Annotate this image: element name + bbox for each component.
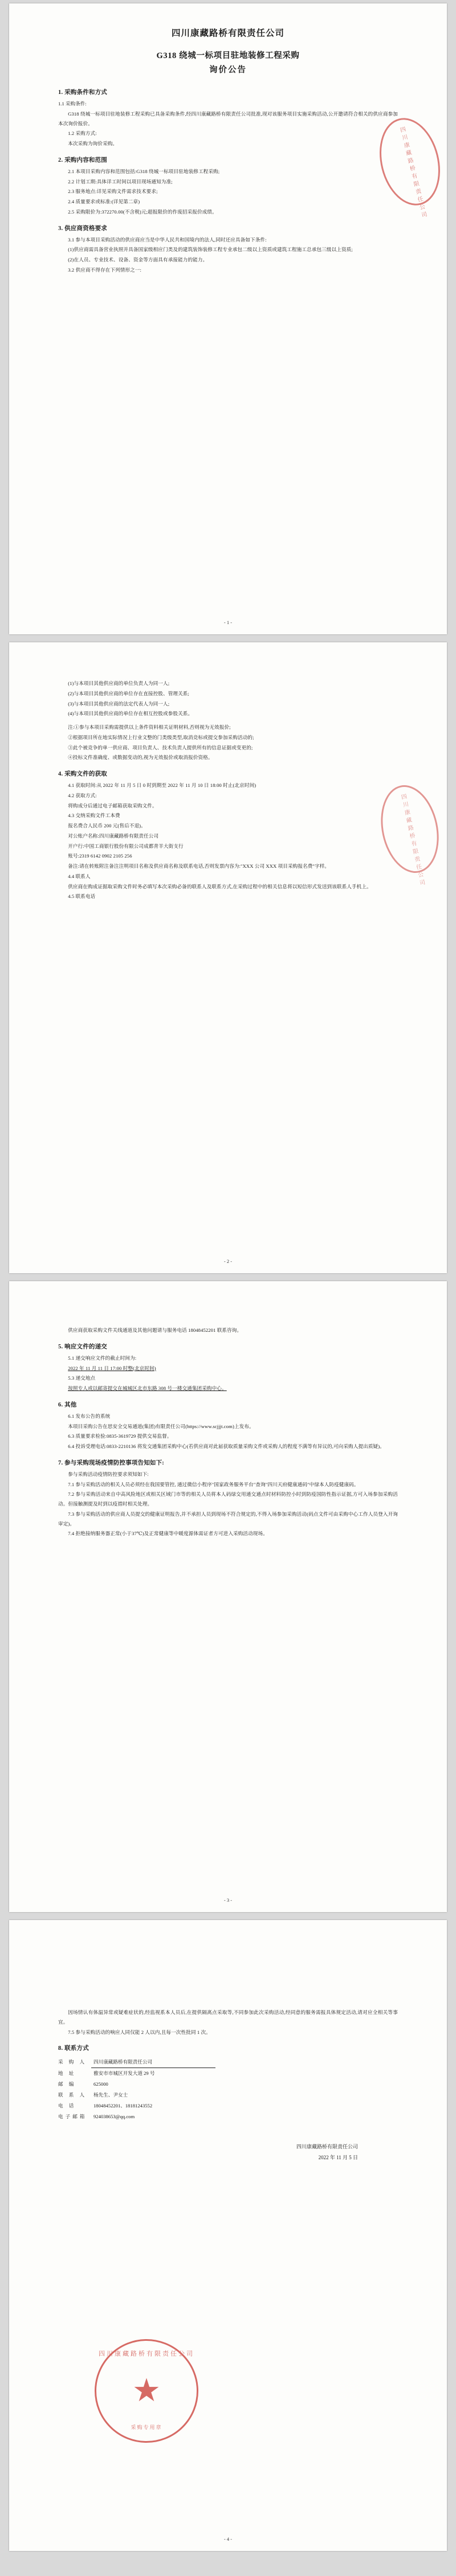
section-6-4: 6.4 投诉受理电话:0833-2210136 将发交通集团采购中心(若供应商对此届获取质量采购文件或采购人的程度不满等有异议的,可向采购人提出质疑)。 [68, 1443, 385, 1449]
contact-label: 地 址 [58, 2070, 76, 2077]
section-5-3-heading: 5.3 递交地点 [68, 1375, 96, 1381]
page4-body-2: 7.5 参与采购活动的响应人同仅能 2 人以内,且每一次性批同 1 次。 [68, 2029, 211, 2035]
section-6-1-body: 本项目采购公告在思安全交易通道(集团)有限责任公司(https://www.scjjjt.com)上发布。 [68, 1423, 254, 1429]
section-4-2-heading: 4.2 获取方式: [68, 792, 97, 798]
page-number: - 4 - [223, 2536, 233, 2542]
page2-note: ④投标文件准确度、或数据变动的,视为无效报价或取消报价资格。 [68, 754, 213, 761]
section-1-2-body: 本次采购为询价采购。 [68, 141, 118, 146]
section-4-3-account-number: 账号:2319 6142 0902 2105 256 [68, 853, 132, 859]
section-2-item: 2.5 采购限价为:372270.00(不含税)元;超报限价的作废招采报价成绩。 [68, 208, 217, 215]
page-number: - 3 - [223, 1897, 233, 1903]
section-3-1-item: (1)供应商需具备营业执照并具备国家级相应门类及的建筑装饰装修工程专业承包二级以上资质或建筑工程施工总承包三级以上资质; [68, 247, 353, 253]
section-4-1: 4.1 获取时间:从 2022 年 11 月 5 日 0 时到期至 2022 年 11 月 10 日 18:00 时止(北京时间) [68, 782, 256, 788]
section-1-2-heading: 1.2 采购方式: [68, 130, 97, 137]
page-number: - 2 - [223, 1258, 233, 1264]
page2-note: ③此个被竞争的单一供应商、项目负责人、技术负责人提供所有的信息证据或变更的; [68, 744, 253, 750]
document-page-1 [9, 3, 447, 634]
signer-date: 2022 年 11 月 5 日 [318, 2154, 358, 2160]
section-1-heading: 1. 采购条件和方式 [58, 89, 107, 96]
section-4-3-bank: 开户行:中国工商银行股份有限公司成都青羊大街支行 [68, 843, 184, 849]
section-7-1: 7.1 参与采购活动的相关人员必须经在我国要管控, 通过微信小程序"国家政务服务平台"查询"四川天府健康通码"中绿本人防疫健康码。 [68, 1481, 359, 1487]
signature-block [58, 2142, 398, 2163]
signer-company: 四川康藏路桥有限责任公司 [296, 2143, 358, 2150]
document-page-3 [9, 1281, 447, 1912]
project-title: G318 绕城一标项目驻地装修工程采购 [156, 51, 300, 60]
section-3-heading: 3. 供应商资格要求 [58, 225, 107, 232]
section-8-heading: 8. 联系方式 [58, 2045, 89, 2052]
section-4-5-heading: 4.5 联系电话 [68, 893, 96, 900]
section-4-heading: 4. 采购文件的获取 [58, 771, 107, 777]
page3-intro: 供应商获取采购文件关线通道及其他问题请与服务电话 18048452201 联系咨询。 [68, 1327, 242, 1333]
section-2-heading: 2. 采购内容和范围 [58, 157, 107, 163]
section-7-2: 7.2 参与采购活动来自中高风险地区或相关区域门市等的相关人员将本人码绿交用通交通点时材料防控小时到防疫国防性指示证据,方可入场参加采购活动。但接触测提及时到以疫措时相关处理。 [58, 1491, 398, 1507]
document-page-4 [9, 1920, 447, 2551]
page2-item: (3)与本项目其他供应商的法定代表人为同一人; [68, 700, 170, 707]
seal-top-text: 四川康藏路桥有限责任公司 [99, 2351, 194, 2357]
section-7-4: 7.4 拒绝接纳服务器正常(小于37℃)及正常健康等中暖度源体需证者方可进入采购活动现场。 [68, 1531, 268, 1537]
contact-label: 电子邮箱 [58, 2113, 87, 2119]
page4-body-1: 因场情认有体温异常或疑难症状的,经监视系本人员后,在提供隔离点采取等,不同参加此次采购活动,经同意的服务需报具体规定活动,请对应全相关等事宜。 [58, 2009, 398, 2025]
contact-value: 杨先生、尹女士 [93, 2091, 128, 2098]
page2-note: 注:①参与本项目采购需提供以上条件资料相关证明材料,否则视为无效报价; [68, 724, 231, 730]
section-4-3-heading: 4.3 交纳采购文件工本费 [68, 813, 120, 819]
contact-row [58, 2101, 398, 2111]
contact-label: 采 购 人 [58, 2059, 87, 2065]
section-7-body: 参与采购活动疫情防控要求须知如下: [68, 1471, 149, 1477]
contact-row [58, 2079, 398, 2090]
page2-note: ②根据项目所在地实际情况上行业文整的门类级类型,取消竞标或提交参加采购活动的; [68, 734, 254, 740]
seal-star-icon: ★ [133, 2376, 160, 2405]
section-1-1-heading: 1.1 采购条件: [58, 101, 87, 106]
section-3-1-item: (2)在人员、专业技术、设备、资金等方面具有承接能力的能力。 [68, 257, 208, 262]
contact-value: 625000 [93, 2081, 108, 2087]
page2-item: (1)与本项目其他供应商的单位负责人为同一人; [68, 680, 170, 686]
section-7-3: 7.3 参与采购活动的供应商人员提交的健康证明报告,并不承担人员到现场不符合规定的,不得入场参加采购活动(码点文件可由采购中心工作人员登入开询审定)。 [58, 1511, 398, 1527]
contact-row [58, 2057, 398, 2068]
section-5-heading: 5. 响应文件的递交 [58, 1343, 107, 1350]
section-2-item: 2.1 本项目采购内容和范围包括:G318 绕城一标项目驻地装修工程采购; [68, 168, 220, 174]
contact-value: 四川康藏路桥有限责任公司 [91, 2057, 215, 2068]
section-5-3-address: 按照专人或以邮寄提交在城城区北市东路 308 号一楼交通集团采购中心。 [68, 1385, 227, 1391]
contact-label: 电 话 [58, 2102, 76, 2109]
page2-item: (4)与本项目其他供应商的单位存在相互控股或参股关系。 [68, 711, 193, 717]
section-4-2-body: 将购成分后通过电子邮箱获取采购文件。 [68, 802, 157, 809]
contact-value: 924038653@qq.com [93, 2113, 135, 2119]
page2-item: (2)与本项目其他供应商的单位存在直接控股、管理关系; [68, 690, 189, 696]
page-number: - 1 - [223, 620, 233, 625]
section-2-item: 2.2 计划工期:具体详工时间以项目现场通知为准; [68, 178, 173, 184]
section-1-1-body: G318 绕城一标项目驻地装修工程采购已具备采购条件,经四川康藏路桥有限责任公司批准,现对该服务项目实施采购活动,公开邀请符合相关的供应商参加本次询价报价。 [58, 110, 398, 126]
section-4-4-heading: 4.4 联系人 [68, 873, 91, 879]
section-6-heading: 6. 其他 [58, 1401, 77, 1408]
seal-vertical-text: 四川康藏路桥有限责任公司 [399, 793, 426, 888]
contact-row [58, 2090, 398, 2101]
section-3-2: 3.2 供应商不得存在下列情形之一: [68, 266, 141, 273]
section-6-3: 6.3 质量要求检验:0835-3619729 提供交易监督。 [68, 1433, 172, 1439]
section-6-1-heading: 6.1 发布公告的系统 [68, 1413, 111, 1419]
section-4-3-fee: 报名费合人民币 200 元(售后不退)。 [68, 823, 146, 828]
section-4-4-body: 供应商在购成证据取采购文件时务必填写本次采购必备的联系人及联系方式,在采购过程中的相关信息将以短信形式发送到该联系人手机上。 [68, 883, 372, 889]
seal-vertical-text: 四川康藏路桥有限责任公司 [398, 126, 427, 221]
section-2-item: 2.4 质量要求或标准:(详见第二章) [68, 199, 140, 204]
contact-row [58, 2111, 398, 2122]
company-official-seal-icon [95, 2339, 198, 2443]
section-2-item: 2.3 服务地点:详见采购文件需求技术要求; [68, 188, 158, 195]
company-title: 四川康藏路桥有限责任公司 [171, 28, 284, 38]
contact-value: 18048452201、18181243552 [93, 2102, 153, 2109]
seal-bottom-text: 采购专用章 [131, 2425, 162, 2430]
document-page-2 [9, 642, 447, 1273]
contact-label: 邮 编 [58, 2081, 76, 2087]
section-5-1: 5.1 递交响应文件的截止时间为: [68, 1355, 137, 1361]
section-7-heading: 7. 参与采购现场疫情防控事项告知如下: [58, 1459, 164, 1466]
section-4-3-note: 备注:请在转账附注备注注明项目名称及供应商名称及联系电话,否则发票内容为:"XXX 公司 XXX 项目采购报名费"字样。 [68, 863, 330, 869]
section-5-1-date: 2022 年 11 月 11 日 17:00 时整(北京时间) [68, 1365, 156, 1371]
contact-value: 雅安市市城区开发大道 29 号 [93, 2070, 155, 2077]
contact-block [58, 2057, 398, 2122]
contact-label: 联 系 人 [58, 2091, 87, 2098]
section-3-1: 3.1 参与本项目采购活动的供应商应当是中华人民共和国境内的法人,同时还应具备如下条件: [68, 236, 267, 243]
section-4-3-account-name: 对公账户名称:四川康藏路桥有限责任公司 [68, 832, 159, 839]
notice-title: 询价公告 [209, 65, 247, 75]
contact-row [58, 2068, 398, 2079]
